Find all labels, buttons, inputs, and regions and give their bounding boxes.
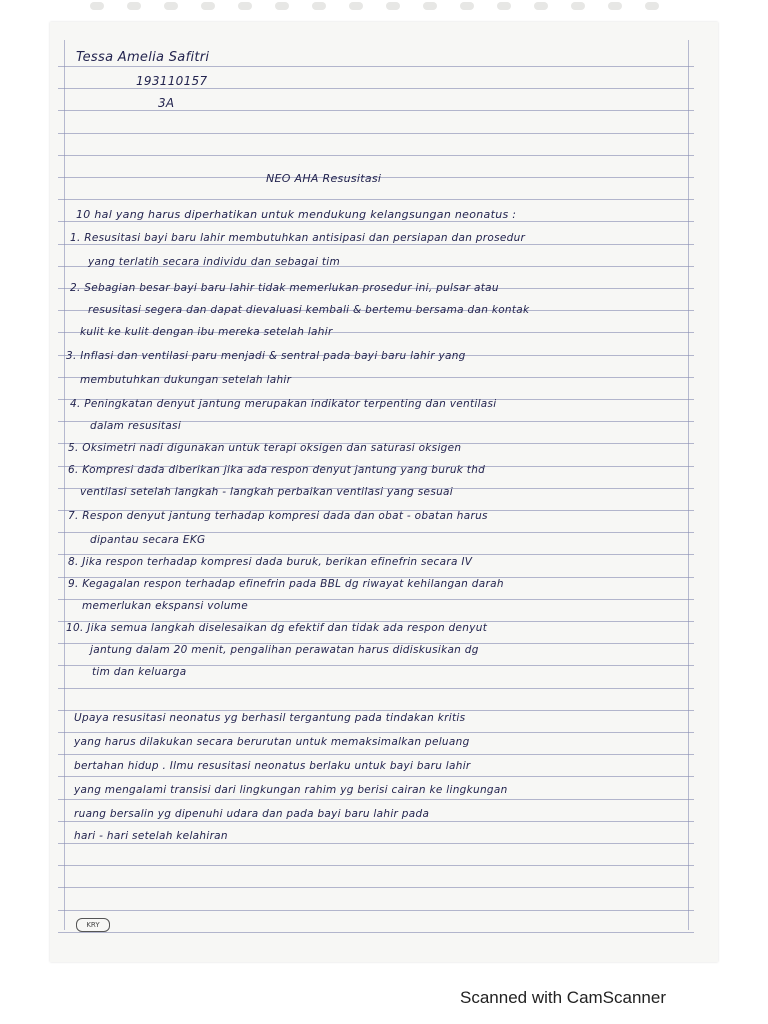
ruled-line: [58, 133, 694, 134]
list-line: 7. Respon denyut jantung terhadap kompresi dada dan obat - obatan harus: [68, 510, 488, 522]
conclusion-line: Upaya resusitasi neonatus yg berhasil tergantung pada tindakan kritis: [74, 712, 466, 724]
ruled-line: [58, 821, 694, 822]
ruled-line: [58, 688, 694, 689]
list-line: ventilasi setelah langkah - langkah perbaikan ventilasi yang sesuai: [80, 486, 453, 498]
conclusion-line: ruang bersalin yg dipenuhi udara dan pada bayi baru lahir pada: [74, 808, 430, 820]
list-line: memerlukan ekspansi volume: [82, 600, 248, 612]
student-name: Tessa Amelia Safitri: [76, 50, 210, 65]
ruled-line: [58, 221, 694, 222]
ruled-line: [58, 932, 694, 933]
list-line: 8. Jika respon terhadap kompresi dada buruk, berikan efinefrin secara IV: [68, 556, 473, 568]
ruled-line: [58, 776, 694, 777]
ruled-line: [58, 199, 694, 200]
ruled-line: [58, 887, 694, 888]
ruled-line: [58, 799, 694, 800]
list-line: dipantau secara EKG: [90, 534, 206, 546]
list-line: 4. Peningkatan denyut jantung merupakan indikator terpenting dan ventilasi: [70, 398, 497, 410]
list-line: jantung dalam 20 menit, pengalihan perawatan harus didiskusikan dg: [90, 644, 479, 656]
ruled-line: [58, 155, 694, 156]
paper-brand-badge: KRY: [76, 918, 110, 932]
list-line: tim dan keluarga: [92, 666, 187, 678]
binding-hole: [349, 2, 363, 10]
binding-hole: [201, 2, 215, 10]
binding-holes: [90, 0, 690, 14]
list-line: 10. Jika semua langkah diselesaikan dg efektif dan tidak ada respon denyut: [66, 622, 488, 634]
ruled-line: [58, 66, 694, 67]
conclusion-line: hari - hari setelah kelahiran: [74, 830, 228, 842]
binding-hole: [127, 2, 141, 10]
conclusion-line: yang mengalami transisi dari lingkungan rahim yg berisi cairan ke lingkungan: [74, 784, 508, 796]
binding-hole: [497, 2, 511, 10]
ruled-line: [58, 910, 694, 911]
margin-line-left: [64, 40, 65, 930]
binding-hole: [534, 2, 548, 10]
binding-hole: [312, 2, 326, 10]
conclusion-line: yang harus dilakukan secara berurutan untuk memaksimalkan peluang: [74, 736, 470, 748]
list-line: resusitasi segera dan dapat dievaluasi kembali & bertemu bersama dan kontak: [88, 304, 530, 316]
binding-hole: [460, 2, 474, 10]
page-title: NEO AHA Resusitasi: [266, 172, 382, 185]
binding-hole: [645, 2, 659, 10]
conclusion-line: bertahan hidup . Ilmu resusitasi neonatus berlaku untuk bayi baru lahir: [74, 760, 471, 772]
ruled-line: [58, 110, 694, 111]
ruled-line: [58, 88, 694, 89]
list-line: 1. Resusitasi bayi baru lahir membutuhkan antisipasi dan persiapan dan prosedur: [70, 232, 526, 244]
binding-hole: [571, 2, 585, 10]
binding-hole: [275, 2, 289, 10]
ruled-line: [58, 710, 694, 711]
intro-text: 10 hal yang harus diperhatikan untuk mendukung kelangsungan neonatus :: [76, 208, 517, 221]
list-line: 6. Kompresi dada diberikan jika ada respon denyut jantung yang buruk thd: [68, 464, 486, 476]
student-class: 3A: [158, 96, 175, 110]
binding-hole: [386, 2, 400, 10]
ruled-line: [58, 754, 694, 755]
student-nim: 193110157: [136, 74, 208, 88]
list-line: 2. Sebagian besar bayi baru lahir tidak memerlukan prosedur ini, pulsar atau: [70, 282, 499, 294]
list-line: 9. Kegagalan respon terhadap efinefrin pada BBL dg riwayat kehilangan darah: [68, 578, 504, 590]
binding-hole: [238, 2, 252, 10]
binding-hole: [608, 2, 622, 10]
binding-hole: [423, 2, 437, 10]
ruled-line: [58, 843, 694, 844]
ruled-line: [58, 865, 694, 866]
list-line: kulit ke kulit dengan ibu mereka setelah lahir: [80, 326, 333, 338]
margin-line-right: [688, 40, 689, 930]
binding-hole: [164, 2, 178, 10]
list-line: 5. Oksimetri nadi digunakan untuk terapi oksigen dan saturasi oksigen: [68, 442, 462, 454]
ruled-line: [58, 732, 694, 733]
list-line: dalam resusitasi: [90, 420, 182, 432]
binding-hole: [90, 2, 104, 10]
list-line: yang terlatih secara individu dan sebagai tim: [88, 256, 340, 268]
list-line: 3. Inflasi dan ventilasi paru menjadi & sentral pada bayi baru lahir yang: [66, 350, 466, 362]
scanner-watermark: Scanned with CamScanner: [460, 988, 667, 1007]
list-line: membutuhkan dukungan setelah lahir: [80, 374, 292, 386]
